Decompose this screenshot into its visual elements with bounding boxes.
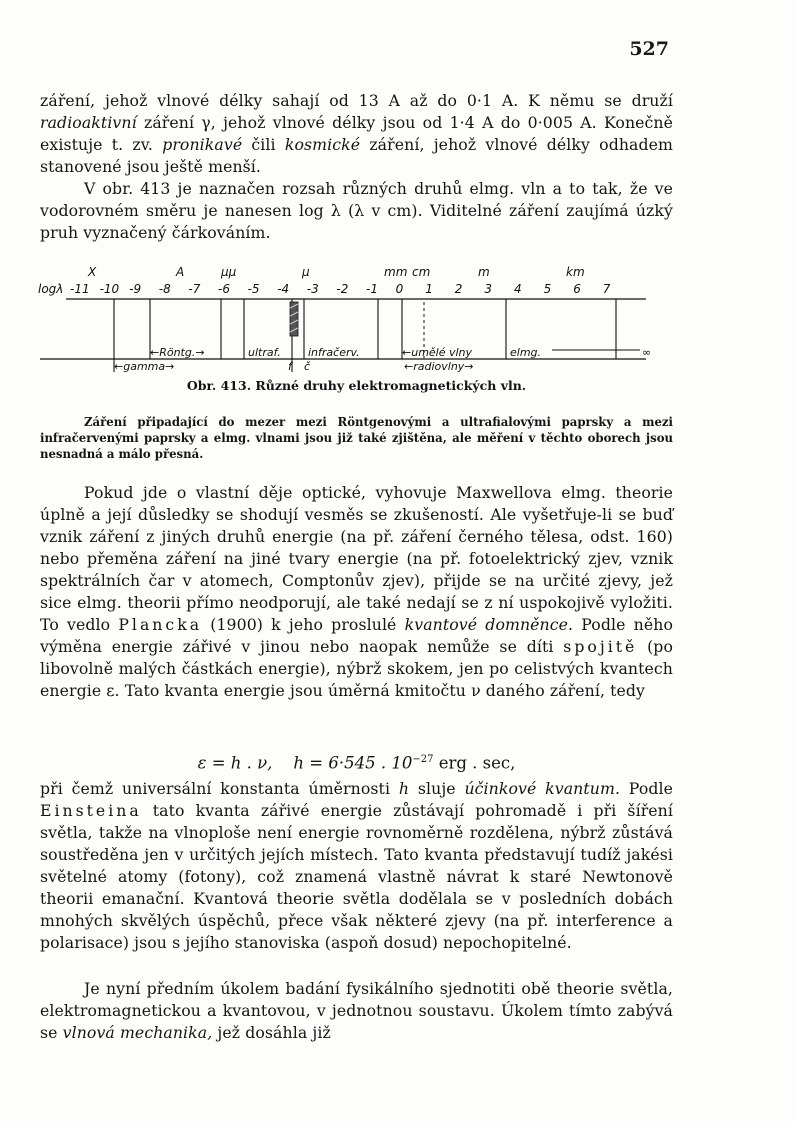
tick-label: -7 bbox=[188, 282, 201, 296]
tick-label: -4 bbox=[277, 282, 290, 296]
formula: ε = h . ν, h = 6·545 . $10^{-27}$ erg . sec, bbox=[197, 753, 516, 773]
tick-label: -11 bbox=[70, 282, 90, 296]
region-elmg: elmg. bbox=[510, 346, 542, 359]
paragraph-3-continued: při čemž universální konstanta úměrnosti h sluje účinkové kvantum. Podle Einsteina tato kvanta zářivé energie zůstávají pohromadě i při šíření světla, takže na vlnoploše není energie rovnoměrně rozdělena, nýbrž zůstává soustředěna jen v určitých jejích místech. Tato kvanta představují tudíž jakési světelné atomy (fotony), což znamená vlastně návrat k staré Newtonově theorii emanační. Kvantová theorie světla dodělala se v posledních dobách mnohých skvělých úspěchů, přece však některé zjevy (na př. interference a polarisace) jsou s jejího stanoviska (aspoň dosud) nepochopitelné. bbox=[40, 779, 674, 952]
spectrum-diagram bbox=[36, 262, 676, 376]
paragraph-3: Pokud jde o vlastní děje optické, vyhovuje Maxwellova elmg. theorie úplně a její důsledky se shodují vesměs se zkušeností. Ale vyšetřuje-li se buď vznik záření z jiných druhů energie (na př. záření černého tělesa, odst. 160) nebo přeměna záření na jiné tvary energie (na př. fotoelektrický zjev, vznik spektrálních čar v atomech, Comptonův zjev), přijde se na určité zjevy, jež sice elmg. theorii přímo neodporují, ale také nedají se z ní uspokojivě vyložiti. To vedlo Plancka (1900) k jeho proslulé kvantové domněnce. Podle něho výměna energie zářivé v jinou nebo naopak nemůže se díti spojitě (po libovolně malých částkách energie), nýbrž skokem, jen po celistvých kvantech energie ε. Tato kvanta energie jsou úměrná kmitočtu ν daného záření, tedy bbox=[40, 483, 673, 700]
region-rontgen: ←Röntg.→ bbox=[150, 346, 205, 359]
tick-label: 3 bbox=[484, 282, 493, 296]
unit-label-km: km bbox=[566, 265, 585, 279]
region-c: č bbox=[304, 360, 311, 373]
unit-label-X: X bbox=[88, 265, 97, 279]
tick-label: -6 bbox=[218, 282, 230, 296]
tick-label: -10 bbox=[99, 282, 120, 296]
figure-note: Záření připadající do mezer mezi Röntgenovými a ultrafialovými paprsky a mezi infračervenými paprsky a elmg. vlnami jsou již také zjištěna, ale měření v těchto oborech jsou nesnadná a málo přesná. bbox=[40, 415, 673, 461]
unit-label-A: A bbox=[176, 265, 185, 279]
tick-label: 5 bbox=[543, 282, 552, 296]
tick-labels bbox=[70, 282, 611, 296]
region-infrared: infračerv. bbox=[308, 346, 360, 359]
tick-label: -5 bbox=[247, 282, 260, 296]
tick-label: 1 bbox=[425, 282, 433, 296]
tick-label: 4 bbox=[514, 282, 522, 296]
tick-label: 2 bbox=[454, 282, 463, 296]
tick-label: 0 bbox=[395, 282, 404, 296]
axis-label: logλ bbox=[38, 282, 64, 296]
tick-label: -9 bbox=[129, 282, 142, 296]
paragraph-1: záření, jehož vlnové délky sahají od 13 A až do 0·1 A. K němu se druží radioaktivní záření γ, jehož vlnové délky jsou od 1·4 A do 0·005 A. Konečně existuje t. zv. pronikavé čili kosmické záření, jehož vlnové délky odhadem stanovené jsou ještě menší. bbox=[40, 91, 673, 176]
tick-label: 6 bbox=[573, 282, 581, 296]
paragraph-4: Je nyní předním úkolem badání fysikálního sjednotiti obě theorie světla, elektromagnetickou a kvantovou, v jednotnou soustavu. Úkolem tímto zabývá se vlnová mechanika, jež dosáhla již bbox=[40, 979, 673, 1042]
region-radio: ←radiovlny→ bbox=[404, 360, 474, 373]
unit-label-u: μ bbox=[302, 265, 310, 279]
figure-caption: Obr. 413. Různé druhy elektromagnetických vln. bbox=[186, 378, 527, 393]
region-f: f bbox=[288, 360, 292, 373]
page-number: 527 bbox=[629, 38, 669, 60]
region-ultraviolet: ultraf. bbox=[248, 346, 281, 359]
unit-label-mm: mm bbox=[384, 265, 408, 279]
region-gamma: ←gamma→ bbox=[114, 360, 175, 373]
tick-label: -2 bbox=[336, 282, 349, 296]
tick-label: -8 bbox=[158, 282, 171, 296]
region-infinity: ∞ bbox=[642, 346, 652, 359]
paragraph-2: V obr. 413 je naznačen rozsah různých druhů elmg. vln a to tak, že ve vodorovném směru je nanesen log λ (λ v cm). Viditelné záření zaujímá úzký pruh vyznačený čárkováním. bbox=[40, 179, 673, 242]
region-artificial: ←umělé vlny bbox=[402, 346, 473, 359]
tick-label: 7 bbox=[602, 282, 611, 296]
tick-label: -1 bbox=[366, 282, 378, 296]
unit-label-m: m bbox=[478, 265, 490, 279]
unit-label-uu: μμ bbox=[221, 265, 237, 279]
tick-label: -3 bbox=[306, 282, 319, 296]
unit-label-cm: cm bbox=[412, 265, 431, 279]
